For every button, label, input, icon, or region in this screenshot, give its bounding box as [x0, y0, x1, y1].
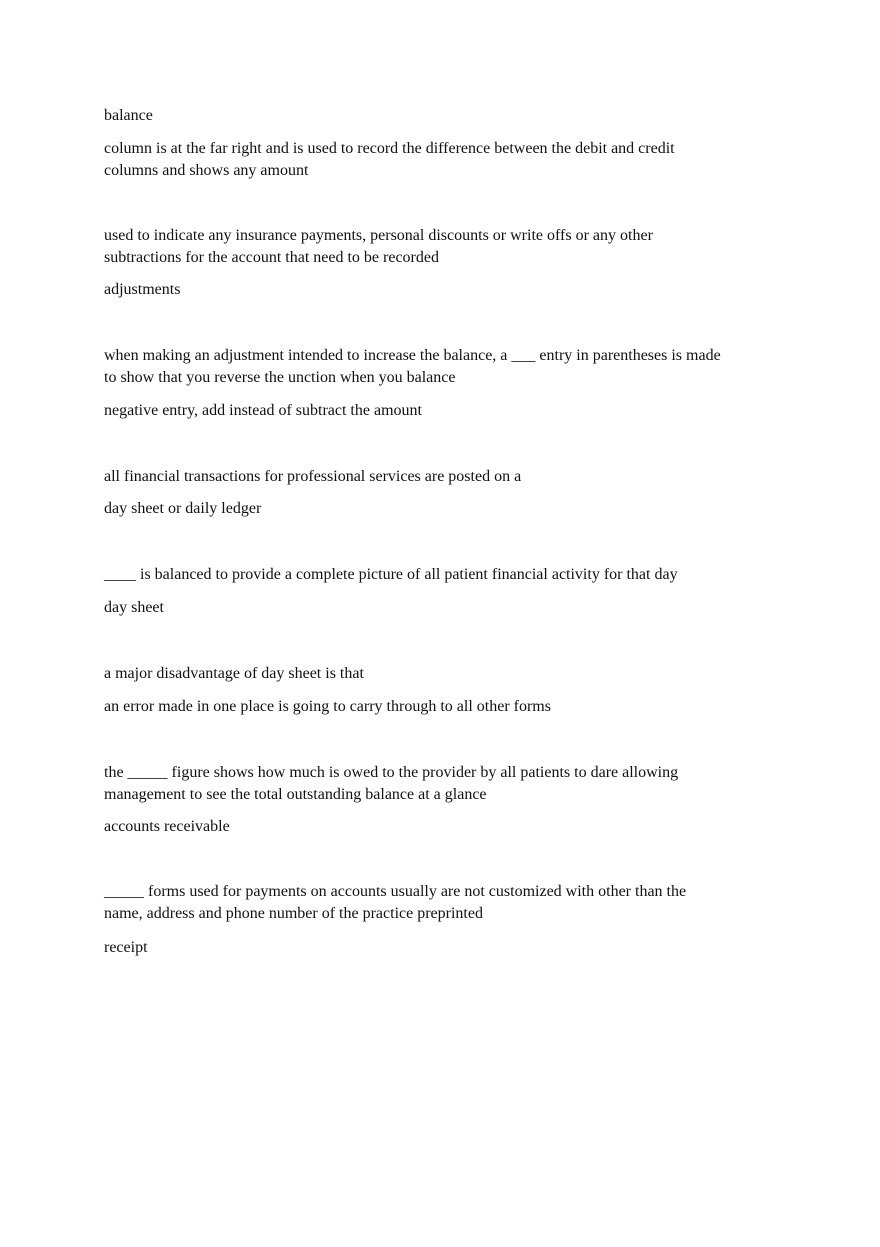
card-4-answer	[104, 498, 784, 520]
text-line: management to see the total outstanding balance at a glance	[104, 786, 487, 803]
card-2-answer	[104, 279, 784, 301]
card-8-question	[104, 881, 784, 925]
text-line: receipt	[104, 939, 148, 956]
card-6-answer	[104, 696, 784, 718]
text-line: ____ is balanced to provide a complete picture of all patient financial activity for that day	[104, 566, 678, 583]
card-4-question	[104, 466, 784, 488]
text-line: subtractions for the account that need to be recorded	[104, 249, 439, 266]
text-line: used to indicate any insurance payments, personal discounts or write offs or any other	[104, 227, 653, 244]
text-line: _____ forms used for payments on accounts usually are not customized with other than the	[104, 883, 687, 900]
card-1-definition	[104, 138, 784, 182]
card-6-question	[104, 663, 784, 685]
text-line: column is at the far right and is used to record the difference between the debit and credit	[104, 140, 675, 157]
text-line: a major disadvantage of day sheet is that	[104, 665, 364, 682]
text-line: day sheet	[104, 599, 164, 616]
text-line: an error made in one place is going to carry through to all other forms	[104, 698, 551, 715]
text-line: name, address and phone number of the practice preprinted	[104, 905, 483, 922]
card-8-answer	[104, 937, 784, 959]
text-line: adjustments	[104, 281, 181, 298]
card-2-question	[104, 225, 784, 269]
text-line: the _____ figure shows how much is owed to the provider by all patients to dare allowing	[104, 764, 679, 781]
card-7-answer	[104, 816, 784, 838]
text-line: negative entry, add instead of subtract the amount	[104, 402, 422, 419]
card-1-term	[104, 105, 784, 127]
card-5-answer	[104, 597, 784, 619]
text-line: day sheet or daily ledger	[104, 500, 262, 517]
card-3-answer	[104, 400, 784, 422]
text-line: accounts receivable	[104, 818, 230, 835]
text-line: when making an adjustment intended to increase the balance, a ___ entry in parentheses is made	[104, 347, 721, 364]
text-line: columns and shows any amount	[104, 162, 309, 179]
text-line: to show that you reverse the unction when you balance	[104, 369, 456, 386]
card-7-question	[104, 762, 784, 806]
card-3-question	[104, 345, 784, 389]
card-5-question	[104, 564, 784, 586]
text-line: balance	[104, 107, 153, 124]
text-line: all financial transactions for professional services are posted on a	[104, 468, 522, 485]
